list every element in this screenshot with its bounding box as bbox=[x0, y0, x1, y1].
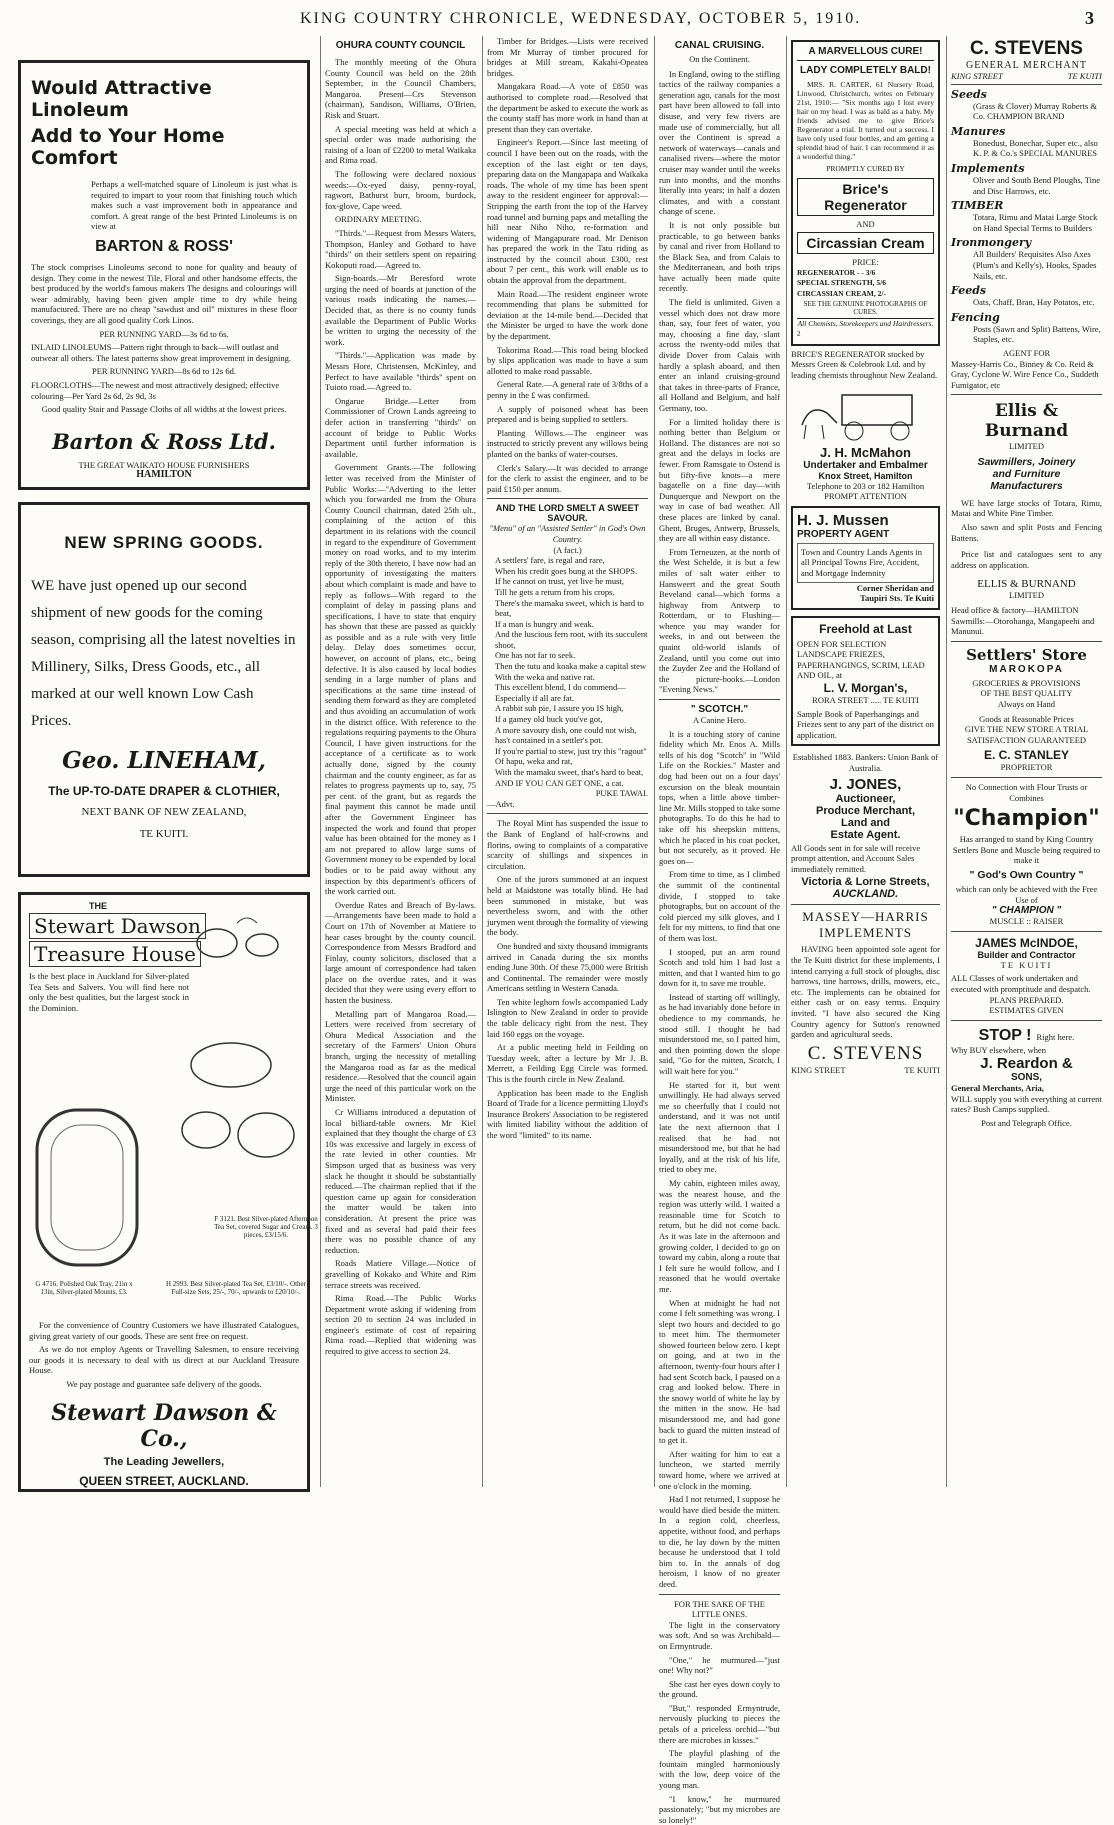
merchant-item-heading: Ironmongery bbox=[951, 236, 1032, 250]
article-subheading-scotch: A Canine Hero. bbox=[692, 715, 747, 726]
column-4 bbox=[654, 36, 784, 1825]
ad-body: The stock comprises Linoleums second to none for quality and beauty of design. They come in the newest Tile, Floral and other handsome effects, the best produced by the world's famous makers The designs and colourings will wear admirably, having been given ample time to dry while being manufactured. There are no cheap "sawdust and oil" mixtures in these floor coverings, they are all good quality Cork Linos. bbox=[31, 261, 297, 325]
article-paragraph: Overdue Rates and Breach of By-laws.—Arrangements have been made to hold a Court on 17th of November at Matiere to hear cases brought by the county council. Correspondence from Messrs Bradford and Finlay, county solicitors, disclosed that a large amount of correspondence had taken place on the overdue rates, and it was decided that they were using every effort to hasten the business. bbox=[325, 899, 476, 1006]
ad-ss-proprietor: PROPRIETOR bbox=[1000, 762, 1053, 773]
ad-champion-pre: No Connection with Flour Trusts or Combines bbox=[965, 781, 1088, 803]
column-6 bbox=[946, 36, 1106, 1487]
ad-mh-body: HAVING been appointed sole agent for the Te Kuiti district for these implements, I intend carrying a full stock of ploughs, disc harrows, tine harrows, drills, mowers, etc., etc. The implements can be obtained for either cash or on easy terms. Enquiry invited. "I have also secured the King Country agency for Sutton's renowned garden and agricultural seeds. bbox=[791, 944, 940, 1040]
article-paragraph: She cast her eyes down coyly to the ground. bbox=[659, 1678, 780, 1700]
article-paragraph: Main Road.—The resident engineer wrote recommending that plans be submitted for deviation at the 14-mile bend.—Decided that the Minister be urged to have the work done by the department. bbox=[487, 288, 648, 342]
ad-lineham bbox=[18, 502, 310, 877]
ad-brand-1: Brice's Regenerator bbox=[797, 178, 934, 216]
ad-mcmahon-name: J. H. McMahon bbox=[819, 444, 911, 460]
merchant-item bbox=[951, 236, 1102, 281]
article-paragraph: Engineer's Report.—Since last meeting of council I have been out on the roads, with the exception of the last eight or ten days, preparing data on the Mangapapa and Waikaka roads. The whole of my time has been spent away to the resident engineer for approval:—Stripping the earth from the top of the Harvey road tunnel and burning paps and metalling the hill near Niho Niho, re-formation and widening of Mangapurare road. Mr Denison has prepared the work in the Tatu riding as instructed by the council about £300, rest about 7 per cent., this work will enable us to obtain the approval from the department. bbox=[487, 137, 648, 286]
merchant-item-text: Totara, Rimu and Matai Large Stock on Hand Special Terms to Builders bbox=[973, 212, 1098, 233]
price-line-2: INLAID LINOLEUMS—Pattern right through to back—will outlast and outwear all others. The latest patterns show great improvement in designing. bbox=[31, 342, 291, 363]
price-line-4: FLOORCLOTHS—The newest and most attractively designed; effective colouring—Per Yard 2s 6d, 2s 9d, 3s bbox=[31, 379, 280, 401]
article-paragraph: "One," he murmured—"just one! Why not?" bbox=[659, 1654, 780, 1676]
article-little-ones bbox=[659, 1620, 780, 1825]
ad-champion-body-2: which can only be achieved with the Free Use of bbox=[955, 883, 1098, 905]
article-paragraph: Planting Willows.—The engineer was instructed to strictly prevent any willows being planted on the banks of water-courses. bbox=[487, 427, 648, 459]
ad-mussen-body: Town and Country Lands Agents in all Principal Towns Fire, Accident, and Mortgage Indemnity bbox=[797, 543, 934, 583]
ad-testimonial: MRS. R. CARTER, 61 Nursery Road, Linwood, Christchurch, writes on February 21st, 1910:— "Six months ago I lost every hair on my head. I was as bald as a baby. My friends advised me to give Brice's Regenerator a trial. It turned out a success. I have only used four bottles, and am getting a splendid head of hair. I can recommend it as a wonderful thing." bbox=[797, 80, 934, 161]
ad-champion-body: Has arranged to stand by King Country Settlers Bone and Muscle being required to make it bbox=[952, 834, 1101, 866]
article-ohura-council bbox=[325, 57, 476, 1357]
ad-ss-line-2: OF THE BEST QUALITY bbox=[980, 688, 1073, 699]
merchant-item-heading: TIMBER bbox=[951, 199, 1004, 213]
ad-eb-para-3: Price list and catalogues sent to any address on application. bbox=[951, 549, 1102, 570]
ad-champion-name: "Champion" bbox=[953, 806, 1100, 832]
ad-firm-name: BARTON & ROSS' bbox=[95, 237, 233, 255]
article-paragraph: From Terneuzen, at the north of the West Schelde, it is but a few miles of salt water either to Hansweert and the great South Beveland canal—which forms a highway from Antwerp to Rotterdam, or to Flushing—whence you may wander for weeks, in and out between the quaint old-world islands of Zealand, until you come out into the Zuyder Zee and the Holland of the picture-books.—London "Evening News." bbox=[659, 546, 780, 695]
ad-champion-name-2: " CHAMPION " bbox=[991, 905, 1062, 917]
ad-ss-line-1: GROCERIES & PROVISIONS bbox=[972, 677, 1081, 688]
article-paragraph: Ongarue Bridge.—Letter from Commissioner of Crown Lands agreeing to defer action in transferring "thirds" on account of bridge to Public Works Department until further information is available. bbox=[325, 395, 476, 459]
article-paragraph: He started for it, but went unwillingly. He had always served me so cheerfully that I could not understand, and it was not until late the next afternoon that I realised that he had not misunderstood me, but that he had loyally, and at the risk of his life, tried to obey me. bbox=[659, 1079, 780, 1175]
ad-jones-city: AUCKLAND. bbox=[832, 888, 899, 901]
article-council-continued bbox=[487, 36, 648, 494]
article-paragraph: General Rate.—A general rate of 3/8ths of a penny in the £ was confirmed. bbox=[487, 379, 648, 400]
news-paragraph: Ten white leghorn fowls accompanied Lady Islington to New Zealand in order to provide the table delicacy right from the nest. They laid 160 eggs on the voyage. bbox=[487, 996, 648, 1039]
ad-headline-2: LADY COMPLETELY BALD! bbox=[800, 65, 931, 76]
ad-reardon-trade: General Merchants, Aria, bbox=[951, 1083, 1044, 1094]
ad-stevens-agent-body: Massey-Harris Co., Binney & Co. Reid & Gray, Cyclone W. Wire Fence Co., Suddeth Fumigator, etc bbox=[951, 358, 1099, 390]
ad-stop: STOP ! bbox=[978, 1026, 1032, 1044]
ad-mcmahon-telephone: Telephone to 203 or 182 Hamilton bbox=[806, 480, 925, 491]
ad-mussen-name: H. J. Mussen bbox=[797, 511, 889, 529]
ad-why-buy: Why BUY elsewhere, when bbox=[951, 1044, 1047, 1055]
ad-morgan-body: OPEN FOR SELECTION LANDSCAPE FRIEZES, PAPERHANGINGS, SCRIM, LEAD AND OIL, at bbox=[797, 638, 925, 681]
article-paragraph: Roads Matiere Village.—Notice of gravelling of Kokako and White and Rim terrace streets was received. bbox=[325, 1258, 476, 1290]
article-paragraph: It is a touching story of canine fidelity which Mr. Enos A. Mills tells of his dog "Scotch" in "Wild Life on the Rockies." Master and dog had been out on a four days' excursion on the bleak mountain tops, when a little above timber-line Mr. Mills stopped to take some photographs. To do this he had to take off his sheepskin mittens, which he placed in his coat pocket, but not securely, as it proved. He goes on— bbox=[659, 728, 780, 866]
column-2 bbox=[320, 36, 480, 1487]
merchant-item bbox=[951, 162, 1102, 196]
news-paragraphs bbox=[487, 818, 648, 1140]
poem-subheading: "Menu" of an "Assisted Settler" in God's Own Country. bbox=[489, 523, 646, 544]
ad-headline-1: Would Attractive Linoleum bbox=[31, 77, 212, 121]
teapot-illustration bbox=[161, 1025, 311, 1175]
ad-mh-headline: MASSEY—HARRIS IMPLEMENTS bbox=[802, 909, 929, 941]
merchant-item-heading: Manures bbox=[951, 124, 1006, 138]
ad-signature: Stewart Dawson & Co., bbox=[51, 1399, 277, 1452]
article-paragraph: Cr Williams introduced a deputation of local billiard-table owners. Mr Kiel explained that they thought the charge of £3 10s was excessive and largely in excess of the rate levied in other counties. Mr Simpson urged that as business was very slack he thought it should be substantially reduced.—The chairman replied that if the question came up again for consideration the matter would be taken into consideration. At present the price was fixed and as several had paid their fees there was no possible chance of any reduction. bbox=[325, 1107, 476, 1255]
ad-settlers-store-name: Settlers' Store bbox=[966, 645, 1087, 664]
ad-brices bbox=[791, 40, 940, 346]
merchant-item bbox=[951, 88, 1102, 122]
ad-headline-1: Stewart Dawson bbox=[29, 913, 206, 939]
ad-see: SEE THE GENUINE PHOTOGRAPHS OF CURES. bbox=[803, 299, 928, 316]
ad-reardon-name: J. Reardon & bbox=[980, 1055, 1073, 1073]
price-line-5: Good quality Stair and Passage Cloths of all widths at the lowest prices. bbox=[41, 404, 287, 415]
ad-stop-right: Right here. bbox=[1036, 1031, 1075, 1042]
ad-ss-line-5: GIVE THE NEW STORE A TRIAL bbox=[964, 724, 1089, 735]
ad-morgan bbox=[791, 616, 940, 747]
merchant-item-text: Bonedust, Bonechar, Super etc., also K. P. & Co.'s SPECIAL MANURES bbox=[973, 137, 1098, 159]
ad-stevens-address bbox=[951, 71, 1102, 85]
article-paragraph: A supply of poisoned wheat has been prepared and is being supplied to settlers. bbox=[487, 403, 648, 425]
article-paragraph: Mangakara Road.—A vote of £850 was authorised to complete road.—Resolved that the department be asked to execute the work as the county staff has more work in hand than at present than they can overtake. bbox=[487, 81, 648, 134]
ad-headline-2: Treasure House bbox=[29, 941, 201, 967]
article-paragraph: I stooped, put an arm round Scotch and told him I had lost a mitten, and that I wanted him to go down for it, to save me trouble. bbox=[659, 946, 780, 989]
ad-subline: The Leading Jewellers, bbox=[103, 1455, 225, 1468]
merchant-item-heading: Feeds bbox=[951, 284, 987, 298]
ad-signature: Barton & Ross Ltd. bbox=[52, 428, 276, 454]
divider bbox=[659, 1594, 780, 1595]
ad-eb-limited-2: LIMITED bbox=[1009, 590, 1044, 601]
article-heading: CANAL CRUISING. bbox=[674, 40, 765, 51]
ad-reardon-sons: SONS, bbox=[1010, 1072, 1043, 1084]
article-paragraph: "I know," he murmured passionately; "but my microbes are so lonely!" bbox=[659, 1793, 780, 1825]
merchant-item-text: Oats, Chaff, Bran, Hay Potatos, etc. bbox=[973, 297, 1095, 308]
poem-note: (A fact.) bbox=[553, 544, 582, 555]
article-paragraph: In England, owing to the stifling tactics of the railway companies a generation ago, canals for the most part have been allowed to fall into disuse, and very few rivers are made use of commercially, but all over the Continent is spread a network of waterways—canals and canalised rivers—where the motor cruiser may wander until the weeks run into months, and the months literally into years; in half a dozen climates, and with a constant change of scene. bbox=[659, 68, 780, 217]
ad-mcmahon-address: Knox Street, Hamilton bbox=[818, 470, 913, 481]
ad-mussen-trade: PROPERTY AGENT bbox=[797, 528, 890, 540]
poem-body: A settlers' fare, is regal and rare, When his credit goes bung at the SHOPS. If he cannot on trust, yet live he must, Till he gets a return from his crops. There's the mamaku sweet, which is hard to beat, If a man is hungry and weak. And the luscious fern root, with its succulent shoot, One has not far to seek. Then the tutu and koaka make a capital stew With the weka and native rat. This excellent blend, I do commend— Especially if all are fat. A rabbit sub pie, I assure you IS high, If a gamey old buck you've got, A more savoury dish, one could not wish, has't contained in a settler's pot. If you're partial to stew, just try this "ragout" Of hapu, weka and rat, With the mamaku sweet, that's hard to beat, AND IF YOU CAN GET ONE, a cat. bbox=[495, 555, 648, 788]
ad-eb-name-2: ELLIS & BURNAND bbox=[977, 578, 1076, 591]
ad-champion-gods-country: " God's Own Country " bbox=[969, 868, 1084, 881]
ad-mcmahon-prompt: PROMPT ATTENTION bbox=[824, 491, 907, 502]
ad-mh-street: KING STREET bbox=[791, 1064, 846, 1075]
ad-settlers-store-place: MAROKOPA bbox=[989, 663, 1064, 675]
merchant-item-text: Posts (Sawn and Split) Battens, Wire, Staples, etc. bbox=[973, 323, 1101, 345]
ad-brand-2: Circassian Cream bbox=[797, 232, 934, 254]
ad-jones-line-3: Land and bbox=[841, 816, 890, 829]
ad-morgan-footer: Sample Book of Paperhangings and Friezes sent to any part of the district on application. bbox=[797, 708, 934, 740]
ad-intro: Perhaps a well-matched square of Linoleum is just what is required to impart to your room that finishing touch which makes such a vast improvement both in appearance and comfort. A great range of the best Printed Linoleums is on view at bbox=[91, 179, 297, 232]
merchant-item bbox=[951, 311, 1102, 345]
caption-full-tea-set: H 2993. Best Silver-plated Tea Set, £3/10/-. Other Full-size Sets, 25/-, 70/-, upwards to £20/10/-. bbox=[166, 1280, 306, 1296]
ad-ss-proprietor-name: E. C. STANLEY bbox=[983, 748, 1070, 763]
news-paragraph: Application has been made to the English Board of Trade for a licence permitting Lloyd's Insurance Brokers' Association to be registered with limited liability without the addition of the word "limited" to its name. bbox=[487, 1087, 648, 1140]
ad-stevens-town: TE KUITI bbox=[1067, 71, 1102, 81]
ad-chemists: All Chemists, Storekeepers and Hairdressers. bbox=[797, 318, 934, 328]
divider bbox=[951, 931, 1102, 932]
article-paragraph: Tokorima Road.—This road being blocked by slips application was made to have a sum allotted to make road passable. bbox=[487, 344, 648, 376]
ad-the: THE bbox=[89, 901, 107, 911]
article-paragraph: "But," responded Ermyntrude, nervously plucking to pieces the petals of a priceless orchid—"but there are microbes in kisses." bbox=[659, 1702, 780, 1745]
article-paragraph: The field is unlimited. Given a vessel which does not draw more than, say, four feet of water, you may, choosing a fine day, slant across the twenty-odd miles that divide Dover from Calais with hardly a splash aboard, and then enter an inland cruising-ground that takes in three-parts of France, all Holland and Belgium, and half Germany, too. bbox=[659, 297, 780, 413]
ad-jones-body: All Goods sent in for sale will receive prompt attention, and Account Sales immediately remitted. bbox=[791, 842, 921, 874]
news-paragraph: The Royal Mint has suspended the issue to the Bank of England of half-crowns and florins, owing to complaints of a comparative scarcity of shillings and sixpences in circulation. bbox=[487, 818, 648, 871]
merchant-item bbox=[951, 284, 1102, 308]
ad-para-2: As we do not employ Agents or Travelling Salesmen, to ensure receiving our goods it is necessary to deal with us direct at our Auckland Treasure House. bbox=[29, 1344, 299, 1376]
article-paragraph: ORDINARY MEETING. bbox=[335, 214, 422, 225]
ad-jones-name: J. JONES, bbox=[829, 775, 902, 793]
ad-stop-row bbox=[951, 1025, 1102, 1045]
ad-mussen-address-2: Taupiri Sts. Te Kuiti bbox=[860, 593, 934, 604]
divider bbox=[487, 498, 648, 499]
ad-stevens-street: KING STREET bbox=[951, 71, 1003, 81]
ad-town: HAMILTON bbox=[136, 469, 192, 481]
ad-eb-trade-1: Sawmillers, Joinery bbox=[977, 455, 1076, 468]
merchant-item-text: Oliver and South Bend Ploughs, Tine and Disc Harrows, etc. bbox=[973, 174, 1101, 196]
caption-tray: G 4716. Polished Oak Tray, 21in x 13in, Silver-plated Mounts, £3. bbox=[35, 1280, 133, 1296]
article-paragraph: Sign-boards.—Mr Beresford wrote urging the need of boards at junction of the various roads indicating the names.—Decided that, as there is no county funds available the Department of Public Works be written to urging the necessity of the work. bbox=[325, 273, 476, 347]
poem-author: PUKE TAWAI. bbox=[595, 788, 648, 799]
price-line-1: PER RUNNING YARD—3s 6d to 6s. bbox=[99, 328, 229, 339]
merchant-item-heading: Fencing bbox=[951, 310, 1000, 324]
ad-address: QUEEN STREET, AUCKLAND. bbox=[79, 1473, 249, 1488]
ad-headline: NEW SPRING GOODS. bbox=[64, 533, 264, 552]
article-heading-little-ones: FOR THE SAKE OF THE LITTLE ONES. bbox=[674, 1598, 765, 1620]
news-paragraph: At a public meeting held in Feilding on Tuesday week, after a lecture by Mr J. B. Merrett, a Feilding Egg Circle was formed. This is the fourth circle in New Zealand. bbox=[487, 1042, 648, 1085]
article-paragraph: After waiting for him to eat a luncheon, we started merrily toward home, where we arrived at one o'clock in the morning. bbox=[659, 1448, 780, 1491]
ad-eb-sawmills: Sawmills:—Otorohanga, Mangapeehi and Manunui. bbox=[951, 615, 1095, 637]
merchant-item bbox=[951, 199, 1102, 233]
ad-price-label: PRICE: bbox=[852, 257, 879, 268]
ad-champion-footer: MUSCLE :: RAISER bbox=[989, 916, 1064, 927]
divider bbox=[951, 641, 1102, 642]
merchant-item-heading: Seeds bbox=[951, 87, 987, 101]
merchant-item-heading: Implements bbox=[951, 161, 1025, 175]
article-paragraph: The monthly meeting of the Ohura County Council was held on the 28th September, in the Council Chambers, Mangaroa. Present—Crs Stevenson (chairman), Sandison, Williams, O'Brien, Risk and Stuart. bbox=[325, 57, 476, 120]
teaset-illustration bbox=[187, 903, 297, 963]
column-3 bbox=[482, 36, 652, 1487]
ad-stevens-name: C. STEVENS bbox=[970, 38, 1083, 59]
ad-mh-footer bbox=[791, 1065, 940, 1076]
ad-headline-1: A MARVELLOUS CURE! bbox=[797, 46, 934, 61]
article-paragraph: Timber for Bridges.—Lists were received from Mr Murray of timber procured for bridges at Mill stream, Kakahi-Opeatea bridges. bbox=[487, 36, 648, 78]
ad-jones-established: Established 1883. Bankers: Union Bank of Australia. bbox=[792, 752, 939, 774]
ad-price-3: CIRCASSIAN CREAM, 2/- bbox=[797, 288, 886, 298]
article-paragraph: Metalling part of Mangaroa Road.—Letters were received from secretary of Ohura Medical Association and the secretary of the Farmers' Union Ohura branch, urging the necessity of metalling the Mangaroa road as far as the medical residence.—Resolved that the council again urge the need of this particular work on the Minister. bbox=[325, 1008, 476, 1104]
ad-jones-line-2: Produce Merchant, bbox=[815, 804, 916, 817]
article-paragraph: My cabin, eighteen miles away, was the nearest house, and the region was utterly wild. I waited a reasonable time for Scotch to return, but he did not come back. As it was late in the afternoon and growing colder, I decided to go on toward my cabin, along a route that I felt sure he would follow, and I reasoned that he would overtake me. bbox=[659, 1177, 780, 1294]
column-1 bbox=[14, 36, 318, 1488]
article-canal-cruising bbox=[659, 69, 780, 695]
ad-morgan-address: RORA STREET ..... TE KUITI bbox=[812, 695, 919, 706]
ad-eb-para-1: WE have large stocks of Totara, Rimu, Matai and White Pine Timber. bbox=[951, 497, 1102, 519]
article-paragraph: The playful plashing of the fountain mingled harmoniously with the low, deep voice of the young man. bbox=[659, 1748, 780, 1791]
ad-mh-town: TE KUITI bbox=[904, 1064, 940, 1075]
ad-subline: THE GREAT WAIKATO HOUSE FURNISHERS bbox=[78, 459, 250, 470]
ad-mcmahon-trade: Undertaker and Embalmer bbox=[803, 459, 928, 471]
merchant-item-text: All Builders' Requisites Also Axes (Plum's and Kelly's), Hooks, Spades Nails, etc. bbox=[973, 249, 1097, 281]
ad-price-2: SPECIAL STRENGTH, 5/6 bbox=[797, 278, 886, 288]
ad-mh-signature: C. STEVENS bbox=[807, 1042, 924, 1064]
hearse-illustration bbox=[792, 385, 940, 443]
article-paragraph: Instead of starting off willingly, as he had invariably done before in obedience to my commands, he stood still. I thought he had misunderstood me, so I patted him, and then pointing down the slope said, "Go for the mitten, Scotch, I will wait here for you." bbox=[659, 991, 780, 1077]
ad-eb-name: Ellis & Burnand bbox=[984, 401, 1069, 442]
ad-town: TE KUITI. bbox=[139, 828, 189, 840]
article-paragraph: Rima Road.—The Public Works Department wrote asking if widening from section 20 to section 24 was included in engineer's estimate of cost of repairing Rima road.—Replied that widening was required to give access to section 24. bbox=[325, 1293, 476, 1357]
article-subheading: On the Continent. bbox=[689, 54, 750, 64]
page-number: 3 bbox=[1085, 8, 1094, 28]
divider bbox=[951, 777, 1102, 778]
divider bbox=[487, 813, 648, 814]
ad-mcindoe-plans: PLANS PREPARED. bbox=[989, 994, 1064, 1005]
article-heading-scotch: " SCOTCH." bbox=[690, 704, 749, 716]
article-paragraph: From time to time, as I climbed the summit of the continental divide, I stopped to take photographs, but on account of the cold pierced my silk gloves, and I felt for my mittens, to find that one of them was lost. bbox=[659, 869, 780, 943]
ad-eb-head-office: Head office & factory—HAMILTON bbox=[951, 605, 1079, 616]
ad-mcindoe-trade: Builder and Contractor bbox=[977, 949, 1076, 960]
article-paragraph: Clerk's Salary.—It was decided to arrange for the clerk to assist the engineer, and to be paid £150 per annum. bbox=[487, 462, 648, 494]
ad-name: Geo. LINEHAM, bbox=[62, 747, 266, 774]
ad-mussen bbox=[791, 506, 940, 610]
ad-stewart-dawson bbox=[18, 892, 318, 1492]
article-paragraph: The following were declared noxious weeds:—Ox-eyed daisy, penny-royal, ragwort, Bathurst burr, broom, burdock, fox-glove, Cape weed. bbox=[325, 168, 476, 211]
ad-morgan-headline: Freehold at Last bbox=[819, 621, 912, 636]
article-paragraph: It is not only possible but practicable, to go between banks by canal and river from Holland to the Black Sea, and from Calais to the Mediterranean, and both trips have actually been made quite recently. bbox=[659, 219, 780, 294]
ad-reardon-body: WILL supply you with everything at current rates? Bush Camps supplied. bbox=[951, 1093, 1102, 1115]
ad-mcindoe-town: TE KUITI bbox=[1000, 959, 1053, 970]
divider bbox=[951, 394, 1102, 395]
ad-eb-trade-3: Manufacturers bbox=[990, 479, 1063, 492]
ad-para-1: For the convenience of Country Customers we have illustrated Catalogues, giving great variety of our goods. These are sent free on request. bbox=[29, 1320, 299, 1341]
article-scotch bbox=[659, 729, 780, 1590]
tray-illustration bbox=[29, 1105, 149, 1275]
ad-intro: Is the best place in Auckland for Silver-plated Tea Sets and Salvers. You will find here not only the best qualities, but the largest stock in the Dominion. bbox=[29, 971, 189, 1013]
article-paragraph: "Thirds."—Request from Messrs Waters, Thompson, Hanley and Gothard to have "thirds" on their settlers spent on repairing Kokoputi road.—Agreed to. bbox=[325, 227, 476, 270]
divider bbox=[791, 904, 940, 905]
poem-heading: AND THE LORD SMELT A SWEET SAVOUR. bbox=[495, 503, 640, 524]
ad-mcindoe-estimates: ESTIMATES GIVEN bbox=[989, 1005, 1064, 1016]
ad-reardon-post: Post and Telegraph Office. bbox=[981, 1118, 1072, 1129]
article-paragraph: For a limited holiday there is nothing better than Belgium or Holland. The distances are not so great and the delays in locks are fewer. From Ramsgate to Ostend is but fifty-five knots—a mere bagatelle on a fine day—with Dunquerque and Newport on the way in case of bad weather. All these places are linked by canal. Ghent, Bruges, Antwerp, Brussels, they are all within easy distance. bbox=[659, 416, 780, 544]
ad-para-3: We pay postage and guarantee safe delivery of the goods. bbox=[66, 1378, 262, 1389]
ad-stevens-agent: AGENT FOR bbox=[1002, 347, 1051, 358]
ad-tagline: The UP-TO-DATE DRAPER & CLOTHIER, bbox=[48, 784, 280, 798]
column-5 bbox=[786, 36, 944, 1487]
ad-ss-line-3: Always on Hand bbox=[997, 699, 1056, 709]
ad-barton-ross bbox=[18, 60, 310, 490]
article-paragraph: Government Grants.—The following letter was received from the Minister of Public Works:—"Adverting to the letter which you forwarded me from the Ohura County Council chairman, dated 25th ult., complaining of the action of this department in its relations with the council in regard to the expenditure of Government money on road works, and to my interim reply of the 30th thereto, I have now had an opportunity of investigating the matters about which complaint is made and have to reply as follows—With regard to the complaint of delay in passing plans and specifications, I have to state that enquiry has shown that these are passed as quickly as possible and as a rule with very little delay. Delay does sometimes occur, however, on account of plans, etc., being defective. It is also caused by local bodies sending in a large number of plans and specifications at the same time instead of sending them forward as they are completed and thus avoiding an accumulation of work in the district office. With reference to the regulations requiring payments to the Ohura Council, I have given instructions for the acceptance of a certificate as to work actually done, signed by the county chairman and the county engineer, as far as relates to progress payments up to, say, 75 per cent. of the grant, but as regards the final payment this cannot be made until after the Government Engineer has inspected the work and found that proper value has been obtained for the money as I am not prepared to allow large sums of Government money to be expended by local bodies or to be paid away without any inspection by this department's officers of the work carried out. bbox=[325, 462, 476, 897]
ad-eb-limited: LIMITED bbox=[1009, 441, 1044, 452]
article-paragraph: Had I not returned, I suppose he would have died beside the mitten. In a region cold, cheerless, appetite, without food, and perhaps to die, he lay down by the mitten because he understood that I told him to. In the annals of dog heroism, I know of no greater deed. bbox=[659, 1494, 780, 1589]
article-paragraph: A special meeting was held at which a special order was made authorising the raising of a loan of £2200 to metal Waikaka and Rima road. bbox=[325, 123, 476, 166]
divider bbox=[659, 699, 780, 700]
ad-jones-line-1: Auctioneer, bbox=[835, 792, 896, 805]
advt-mark: —Advt. bbox=[487, 798, 515, 809]
ad-eb-para-2: Also sawn and split Posts and Fencing Battens. bbox=[951, 522, 1102, 543]
ad-stevens-trade: GENERAL MERCHANT bbox=[966, 60, 1087, 71]
ad-mussen-address-1: Corner Sheridan and bbox=[856, 582, 934, 593]
ad-jones-address: Victoria & Lorne Streets, bbox=[801, 876, 930, 889]
article-heading: OHURA COUNTY COUNCIL bbox=[335, 40, 466, 51]
news-paragraph: One of the jurors summoned at an inquest held at Maidstone was totally blind. He had been summoned in mistake, but was nevertheless sworn, and with the other jurymen went through the formality of viewing the body. bbox=[487, 874, 648, 938]
masthead bbox=[0, 0, 1114, 36]
ad-ss-line-6: SATISFACTION GUARANTEED bbox=[966, 734, 1087, 745]
ad-address: NEXT BANK OF NEW ZEALAND, bbox=[81, 806, 247, 818]
ad-stevens-items bbox=[951, 88, 1102, 345]
article-paragraph: When at midnight he had not come I felt something was wrong. I slept two hours and decided to go to meet him. The thermometer showed fourteen below zero. I kept on going, and at two in the afternoon, twenty-four hours after I had sent Scotch back, I paused on a crag and looked below. There in the snowy world of white he lay by the mitten in the snow. He had misunderstood me, and had gone back to guard the mitten instead of to get it. bbox=[659, 1297, 780, 1446]
ad-mcindoe-body: ALL Classes of work undertaken and executed with promptitude and despatch. bbox=[951, 973, 1091, 994]
ad-cured-by: PROMPTLY CURED BY bbox=[826, 164, 905, 173]
news-paragraph: One hundred and sixty thousand immigrants arrived in Canada during the six months ending June 30th. Of these 75,000 were British and Continental. The remainder were mostly Americans settling in Western Canada. bbox=[487, 940, 648, 994]
price-line-3: PER RUNNING YARD—8s 6d to 12s 6d. bbox=[92, 366, 236, 377]
ad-morgan-name: L. V. Morgan's, bbox=[823, 681, 908, 696]
article-paragraph: "Thirds."—Application was made by Messrs Hore, Christensen, McKinley, and Perfect to have available "thirds" spent on Tuioto road.—Agreed to. bbox=[325, 350, 476, 393]
newspaper-title: KING COUNTRY CHRONICLE, WEDNESDAY, OCTOBER 5, 1910. bbox=[300, 10, 862, 27]
ad-eb-trade-2: and Furniture bbox=[992, 467, 1061, 480]
caption-tea-set: F 3121. Best Silver-plated Afternoon Tea Set, covered Sugar and Cream. 3 pieces, £3/15/6. bbox=[214, 1215, 318, 1239]
ad-mcindoe-name: JAMES McINDOE, bbox=[975, 935, 1078, 950]
ad-ss-line-4: Goods at Reasonable Prices bbox=[979, 713, 1074, 724]
ad-and: AND bbox=[856, 218, 875, 229]
divider bbox=[951, 1020, 1102, 1021]
ad-headline-2: Add to Your Home Comfort bbox=[31, 125, 225, 169]
article-paragraph: The light in the conservatory was soft. And so was Archibald—on Ermyntrude. bbox=[659, 1619, 780, 1651]
merchant-item-text: (Grass & Clover) Murray Roberts & Co. CHAMPION BRAND bbox=[973, 100, 1097, 122]
ad-price-1: REGENERATOR - - 3/6 bbox=[797, 267, 876, 277]
ad-number: 2 bbox=[797, 330, 801, 339]
ad-jones-line-4: Estate Agent. bbox=[830, 828, 901, 841]
ad-stockists: BRICE'S REGENERATOR stocked by Messrs Green & Colebrook Ltd. and by leading chemists throughout New Zealand. bbox=[791, 348, 938, 380]
merchant-item bbox=[951, 125, 1102, 159]
ad-body: WE have just opened up our second shipment of new goods for the coming season, comprising all the latest novelties in Millinery, Silks, Dress Goods, etc., all marked at our well known Low Cash Prices. bbox=[31, 578, 296, 729]
